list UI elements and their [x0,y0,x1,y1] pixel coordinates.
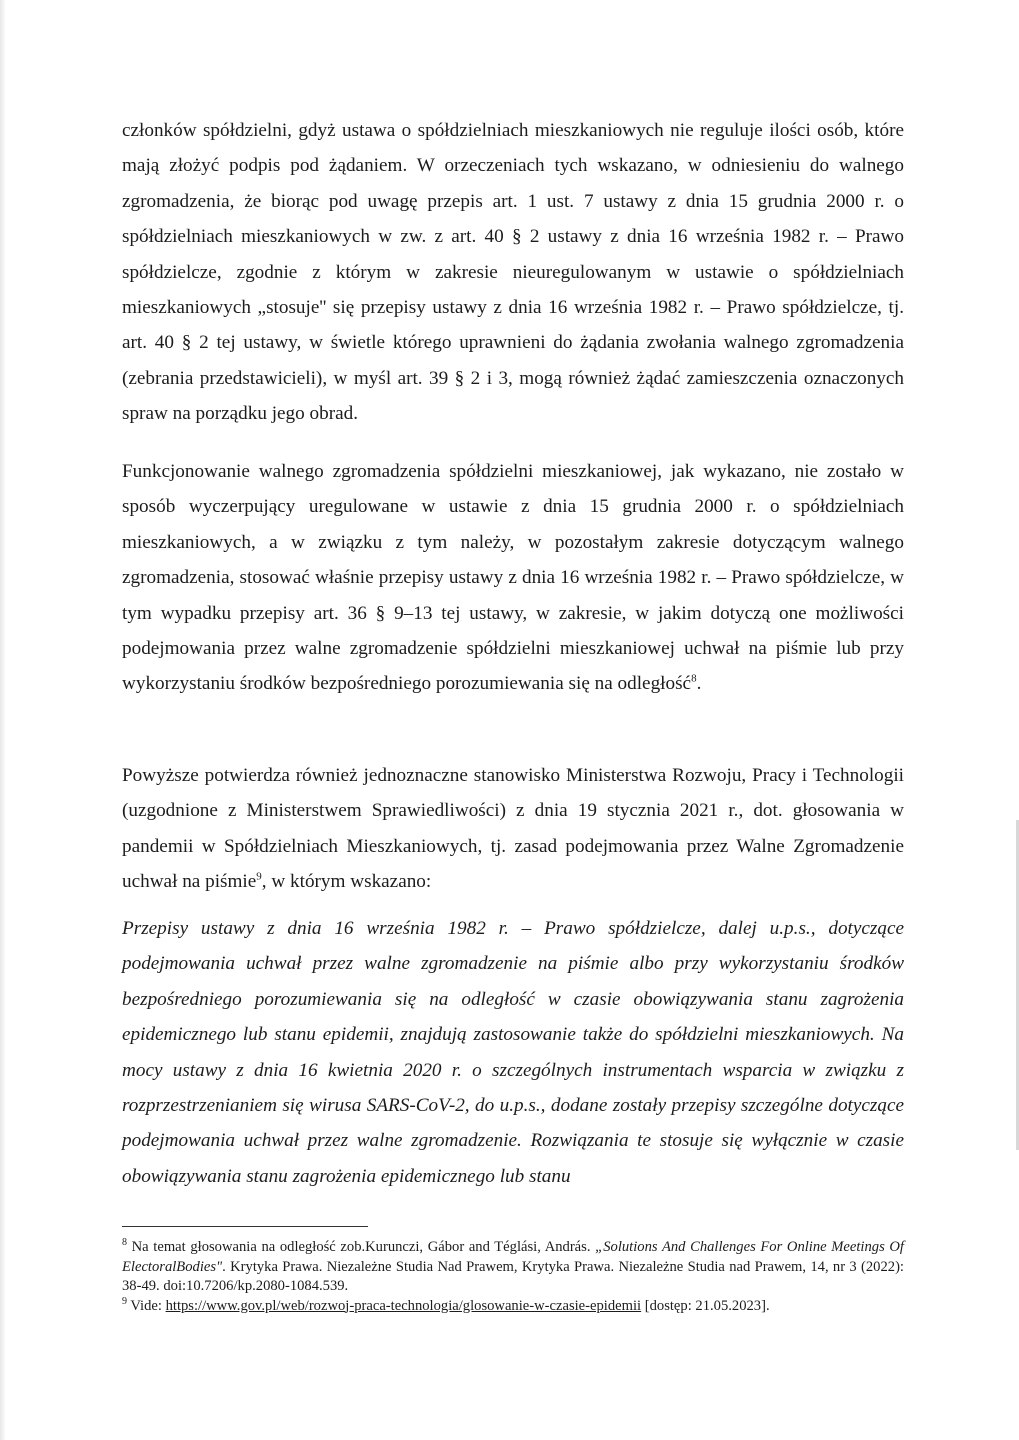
footnote-8-number: 8 [122,1237,127,1249]
paragraph-1 [122,113,904,432]
footnote-9 [122,1297,904,1317]
paragraph-2 [122,454,904,702]
footnote-ref-9[interactable]: 9 [256,870,262,883]
paragraph-1-text: członków spółdzielni, gdyż ustawa o spółdzielniach mieszkaniowych nie reguluje ilości osób, które mają złożyć podpis pod żądaniem. W orzeczeniach tych wskazano, w odniesieniu do walnego zgromadzenia, że biorąc pod uwagę przepis art. 1 ust. 7 ustawy z dnia 15 grudnia 2000 r. o spółdzielniach mieszkaniowych w zw. z art. 40 § 2 ustawy z dnia 16 września 1982 r. – Prawo spółdzielcze, zgodnie z którym w zakresie nieuregulowanym w ustawie o spółdzielniach mieszkaniowych „stosuje'' się przepisy ustawy z dnia 16 września 1982 r. – Prawo spółdzielcze, tj. art. 40 § 2 tej ustawy, w świetle którego uprawnieni do żądania zwołania walnego zgromadzenia (zebrania przedstawicieli), w myśl art. 39 § 2 i 3, mogą również żądać zamieszczenia oznaczonych spraw na porządku jego obrad. [122,120,904,425]
paragraph-3 [122,758,904,900]
footnote-separator [122,1226,368,1227]
paragraph-2-text: Funkcjonowanie walnego zgromadzenia spółdzielni mieszkaniowej, jak wykazano, nie zostało w sposób wyczerpujący uregulowane w ustawie z dnia 15 grudnia 2000 r. o spółdzielniach mieszkaniowych, a w związku z tym należy, w pozostałym zakresie dotyczącym walnego zgromadzenia, stosować właśnie przepisy ustawy z dnia 16 września 1982 r. – Prawo spółdzielcze, w tym wypadku przepisy art. 36 § 9–13 tej ustawy, w zakresie, w jakim dotyczą one możliwości podejmowania przez walne zgromadzenie spółdzielni mieszkaniowej uchwał na piśmie lub przy wykorzystaniu środków bezpośredniego porozumiewania się na odległość [122,461,904,695]
scan-left-edge [0,0,6,1440]
footnote-8-title: „Solutions And Challenges For Online Meetings Of ElectoralBodies" [122,1239,904,1275]
paragraph-2-end: . [696,673,702,695]
paragraph-3-end: , w którym wskazano: [261,871,432,893]
footnote-9-number: 9 [122,1295,127,1307]
footnote-8 [122,1238,904,1297]
paragraph-3-text: Powyższe potwierdza również jednoznaczne stanowisko Ministerstwa Rozwoju, Pracy i Technologii (uzgodnione z Ministerstwem Sprawiedliwości) z dnia 19 stycznia 2021 r., dot. głosowania w pandemii w Spółdzielniach Mieszkaniowych, tj. zasad podejmowania przez Walne Zgromadzenie uchwał na piśmie [122,765,904,893]
footnote-8-before: Na temat głosowania na odległość zob.Kurunczi, Gábor and Téglási, András. [131,1239,596,1255]
footnote-ref-8[interactable]: 8 [691,673,697,686]
quoted-paragraph-text: Przepisy ustawy z dnia 16 września 1982 r. – Prawo spółdzielcze, dalej u.p.s., dotyczące podejmowania uchwał przez walne zgromadzenie na piśmie albo przy wykorzystaniu środków bezpośredniego porozumiewania się na odległość w czasie obowiązywania stanu zagrożenia epidemicznego lub stanu epidemii, znajdują zastosowanie także do spółdzielni mieszkaniowych. Na mocy ustawy z dnia 16 kwietnia 2020 r. o szczególnych instrumentach wsparcia w związku z rozprzestrzenianiem się wirusa SARS-CoV-2, do u.p.s., dodane zostały przepisy szczególne dotyczące podejmowania uchwał przez walne zgromadzenie. Rozwiązania te stosuje się wyłącznie w czasie obowiązywania stanu zagrożenia epidemicznego lub stanu [122,918,904,1187]
quoted-paragraph [122,911,904,1194]
footnote-9-before: Vide: [130,1297,166,1314]
footnote-9-after: [dostęp: 21.05.2023]. [641,1297,770,1314]
footnote-8-after: . Krytyka Prawa. Niezależne Studia Nad Prawem, Krytyka Prawa. Niezależne Studia nad Prawem, 14, nr 3 (2022): 38-49. doi:10.7206/kp.2080-1084.539. [122,1258,904,1294]
footnote-9-link[interactable]: https://www.gov.pl/web/rozwoj-praca-technologia/glosowanie-w-czasie-epidemii [165,1297,642,1314]
footnotes [122,1238,904,1316]
